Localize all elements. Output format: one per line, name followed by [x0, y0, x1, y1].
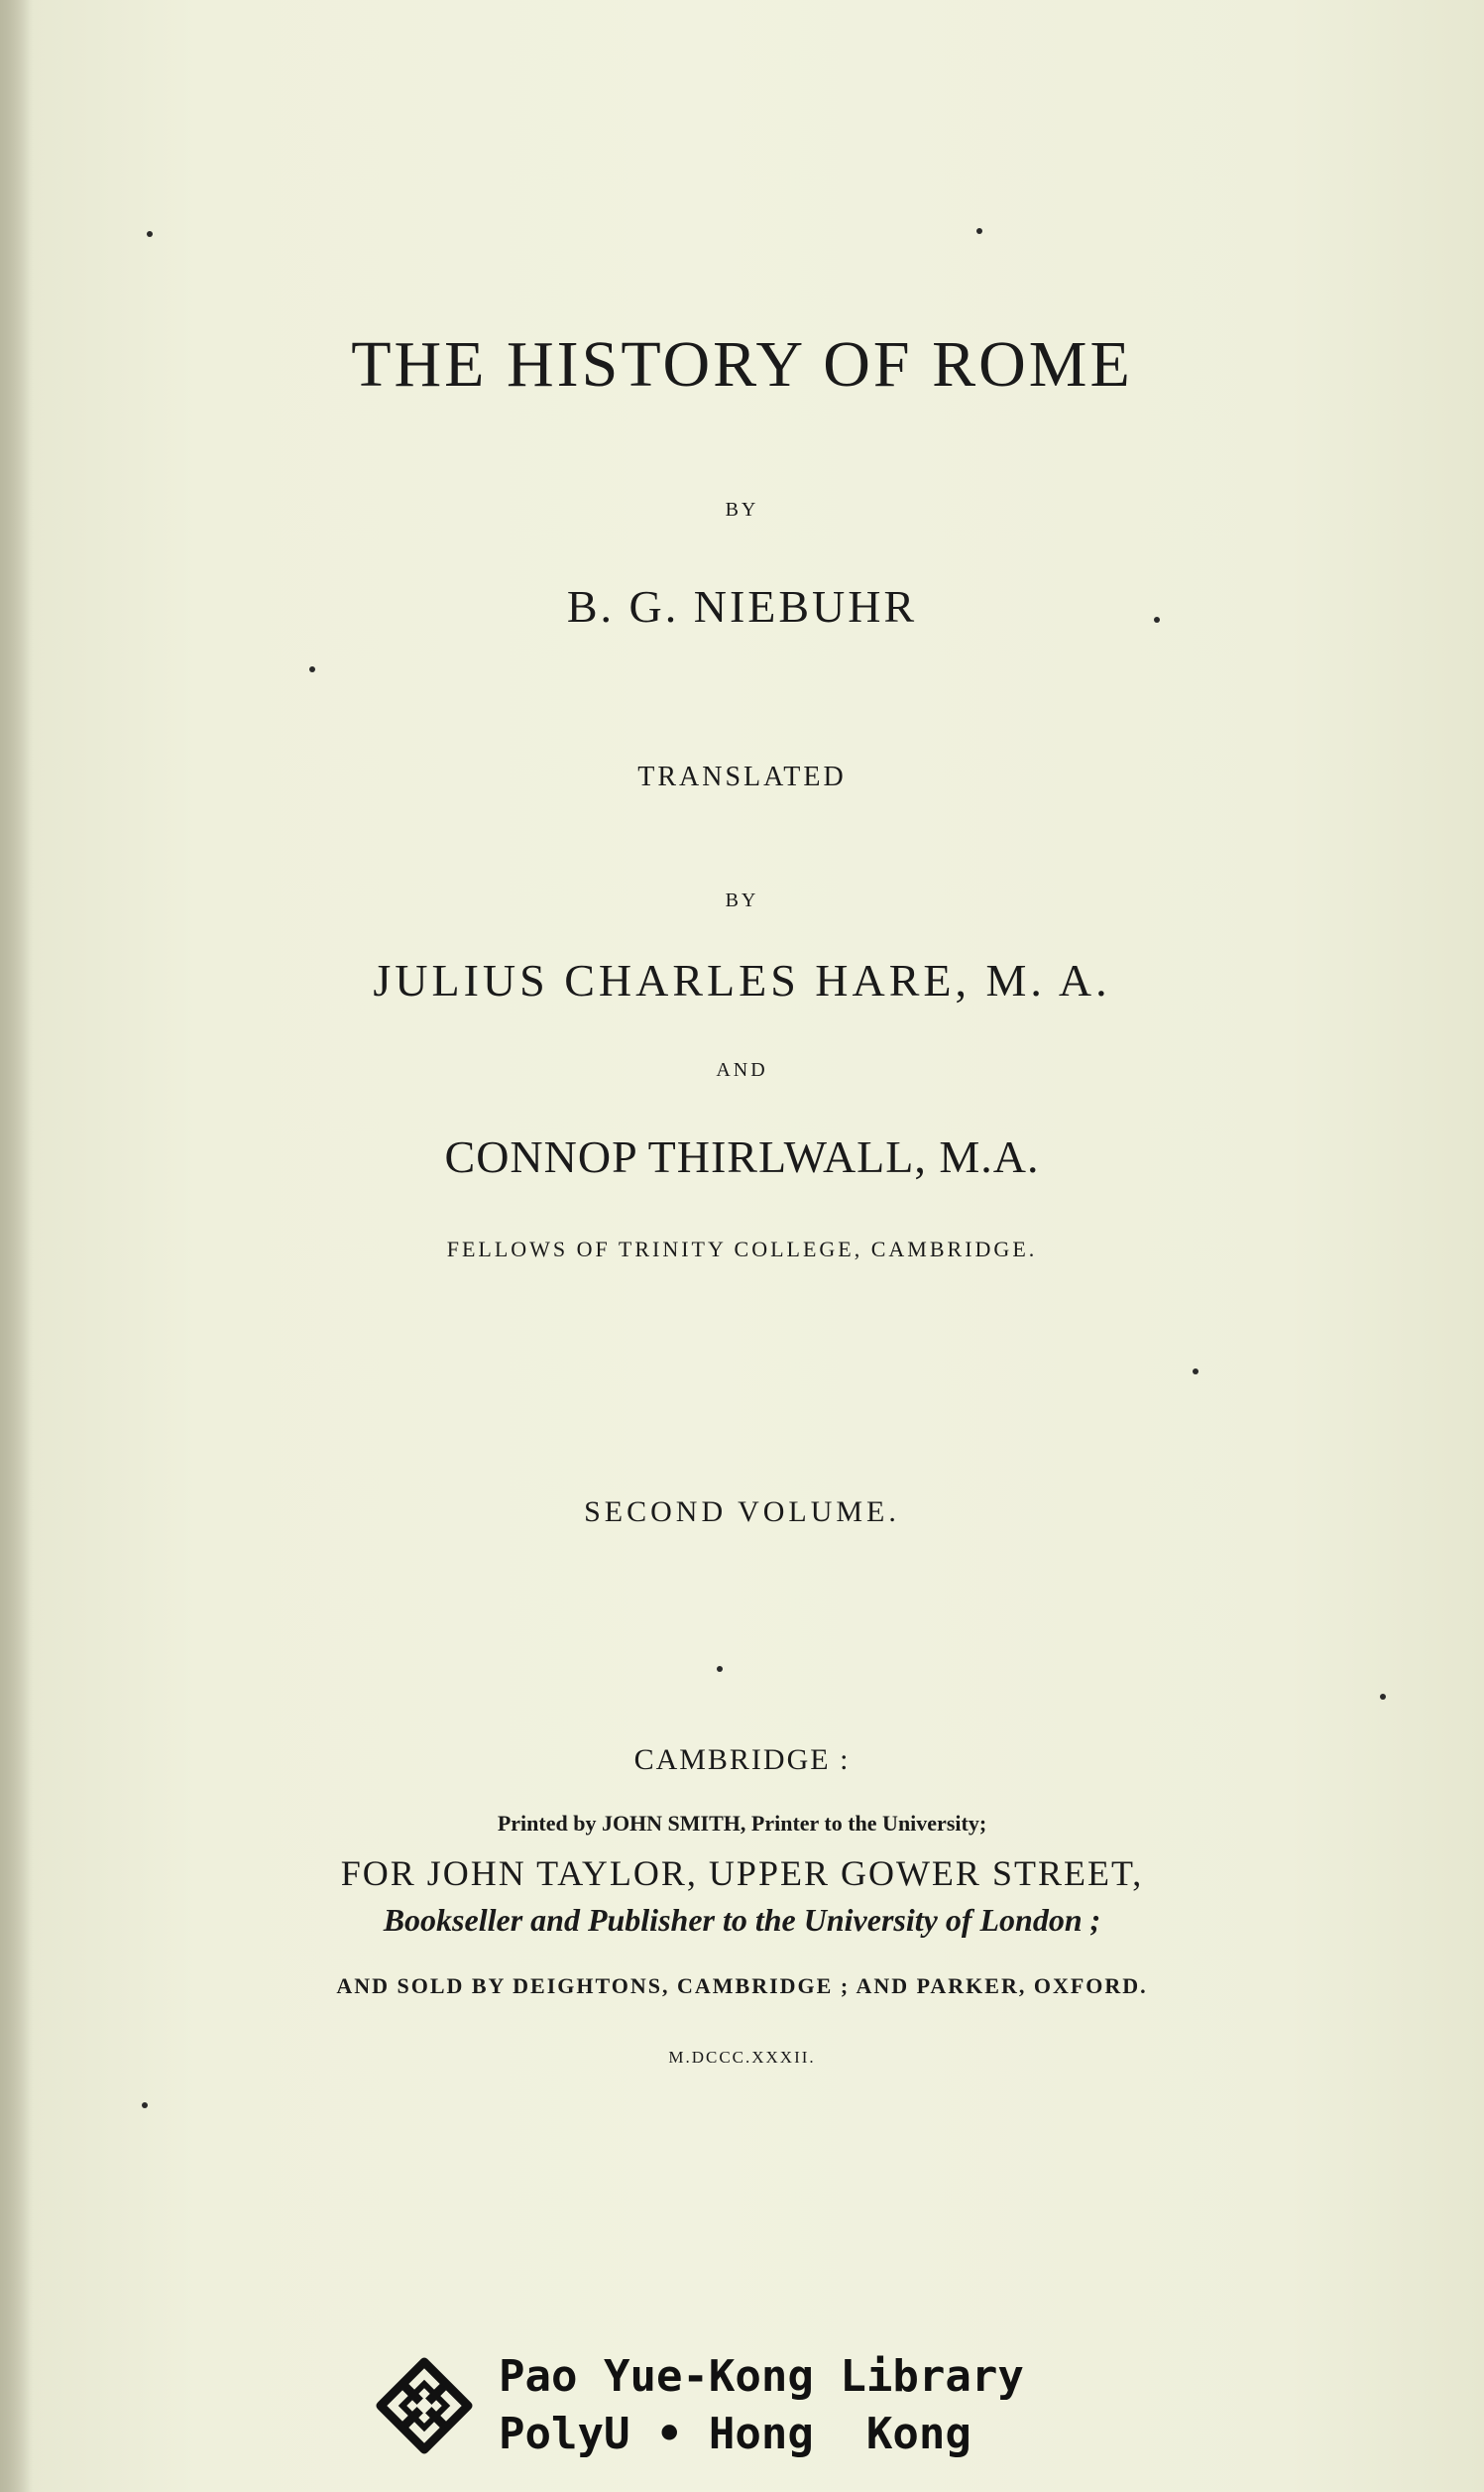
- paper-speck: [976, 228, 982, 234]
- imprint-publisher: FOR JOHN TAYLOR, UPPER GOWER STREET,: [340, 1853, 1144, 1893]
- volume-label: SECOND VOLUME.: [584, 1495, 900, 1528]
- library-stamp: [375, 2348, 1118, 2467]
- imprint-city: CAMBRIDGE :: [633, 1743, 851, 1776]
- by-label-2: BY: [725, 890, 759, 911]
- translator-2: CONNOP THIRLWALL, M.A.: [444, 1131, 1040, 1182]
- stamp-line-1: Pao Yue-Kong Library: [499, 2351, 1024, 2402]
- imprint-sold: AND SOLD BY DEIGHTONS, CAMBRIDGE ; AND PARKER, OXFORD.: [336, 1973, 1148, 1998]
- book-title: THE HISTORY OF ROME: [351, 328, 1133, 401]
- and-label: AND: [716, 1059, 768, 1081]
- author-name: B. G. NIEBUHR: [566, 581, 918, 632]
- paper-speck: [142, 2102, 148, 2108]
- paper-speck: [309, 666, 315, 672]
- translator-1: JULIUS CHARLES HARE, M. A.: [373, 955, 1111, 1006]
- stamp-line-2: PolyU • Hong Kong: [499, 2409, 971, 2459]
- paper-speck: [1193, 1368, 1199, 1374]
- imprint-printer: Printed by JOHN SMITH, Printer to the University;: [497, 1811, 987, 1836]
- fellows-line: FELLOWS OF TRINITY COLLEGE, CAMBRIDGE.: [446, 1237, 1038, 1261]
- paper-speck: [1380, 1694, 1386, 1700]
- paper-speck: [147, 231, 153, 237]
- imprint-date: M.DCCC.XXXII.: [668, 2048, 816, 2067]
- by-label-1: BY: [725, 499, 759, 521]
- library-logo-icon: [375, 2356, 474, 2455]
- imprint-bookseller: Bookseller and Publisher to the University of London ;: [383, 1902, 1101, 1938]
- show-through-text: [149, 833, 1170, 2082]
- paper-speck: [1154, 617, 1160, 623]
- stamp-text: [499, 2348, 1133, 2463]
- paper-speck: [717, 1666, 723, 1672]
- translated-label: TRANSLATED: [637, 762, 847, 792]
